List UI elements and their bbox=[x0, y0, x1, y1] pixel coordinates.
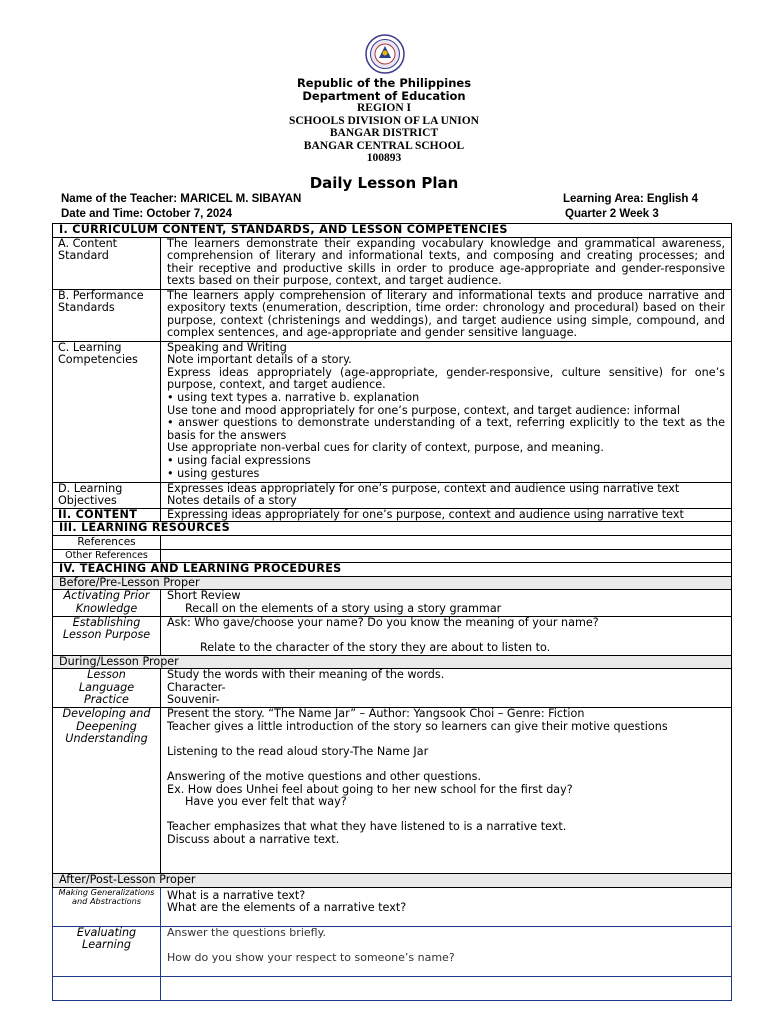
objective-line: Notes details of a story bbox=[167, 494, 297, 508]
section-procedures: IV. TEACHING AND LEARNING PROCEDURES bbox=[53, 563, 732, 577]
developing-line: Have you ever felt that way? bbox=[185, 795, 347, 809]
content-label: II. CONTENT bbox=[53, 508, 161, 522]
establishing-label: Establishing Lesson Purpose bbox=[53, 616, 161, 655]
generalizations-text bbox=[161, 887, 732, 926]
header-district: BANGAR DISTRICT bbox=[329, 127, 439, 139]
generalization-line: What is a narrative text? bbox=[167, 888, 306, 902]
competency-line: Express ideas appropriately (age-appropriate, gender-responsive, culture sensitive) for one’s purpose, context, and target audience. bbox=[167, 365, 725, 392]
lesson-plan-table bbox=[52, 223, 732, 1001]
activating-line: Short Review bbox=[167, 589, 241, 603]
competency-line: Use tone and mood appropriately for one’s purpose, context, and target audience: informal bbox=[167, 403, 680, 417]
references-label: References bbox=[53, 535, 161, 549]
evaluating-line: How do you show your respect to someone’s name? bbox=[167, 950, 455, 964]
competency-line: • using gestures bbox=[167, 466, 260, 480]
empty-label-cell bbox=[53, 976, 161, 1000]
language-line: Study the words with their meaning of the words. bbox=[167, 668, 445, 682]
evaluating-line: Answer the questions briefly. bbox=[167, 926, 327, 939]
establishing-text bbox=[161, 616, 732, 655]
competency-line: Speaking and Writing bbox=[167, 341, 287, 354]
during-lesson-row: During/Lesson Proper bbox=[53, 655, 732, 669]
header-school: BANGAR CENTRAL SCHOOL bbox=[303, 139, 465, 152]
header-department: Department of Education bbox=[302, 88, 466, 103]
establishing-line: Relate to the character of the story they are about to listen to. bbox=[200, 640, 551, 654]
generalizations-label: Making Generalizations and Abstractions bbox=[53, 887, 161, 926]
performance-standard-text: The learners apply comprehension of literary and informational texts and produce narrative and expository texts (enumeration, description, time order: chronology and procedural) based on their purpose, context (christenings and weddings), and target audience using simple, compound, and complex sentences, and age-appropriate and gender sensitive language. bbox=[161, 289, 732, 341]
developing-label: Developing and Deepening Understanding bbox=[53, 708, 161, 874]
teacher-name: Name of the Teacher: MARICEL M. SIBAYAN bbox=[61, 193, 302, 205]
other-references-value bbox=[161, 549, 732, 563]
after-lesson-row: After/Post-Lesson Proper bbox=[53, 874, 732, 888]
competencies-label: C. Learning Competencies bbox=[53, 341, 161, 482]
developing-line: Teacher gives a little introduction of the story so learners can give their motive questions bbox=[167, 719, 668, 733]
empty-content-cell bbox=[161, 976, 732, 1000]
evaluating-label: Evaluating Learning bbox=[53, 926, 161, 976]
language-line: Character- bbox=[167, 680, 226, 694]
activating-line: Recall on the elements of a story using a story grammar bbox=[185, 601, 502, 615]
competency-line: • using facial expressions bbox=[167, 453, 311, 467]
content-standard-text: The learners demonstrate their expanding vocabulary knowledge and grammatical awareness, comprehension of literary and informational texts, and composing and creating processes; and their receptive and productive skills in order to produce age-appropriate and gender-responsive texts based on their purpose, context, and target audience. bbox=[161, 237, 732, 289]
section-resources: III. LEARNING RESOURCES bbox=[53, 522, 732, 536]
performance-standard-label: B. Performance Standards bbox=[53, 289, 161, 341]
developing-line: Listening to the read aloud story-The Name Jar bbox=[167, 744, 429, 758]
developing-line: Present the story. “The Name Jar” – Author: Yangsook Choi – Genre: Fiction bbox=[167, 707, 585, 721]
activating-label: Activating Prior Knowledge bbox=[53, 590, 161, 616]
competency-line: Use appropriate non-verbal cues for clarity of context, purpose, and meaning. bbox=[167, 441, 604, 455]
header-country: Republic of the Philippines bbox=[296, 76, 472, 90]
page-title: Daily Lesson Plan bbox=[309, 174, 459, 192]
competencies-text bbox=[161, 341, 732, 482]
language-practice-label: Lesson Language Practice bbox=[53, 669, 161, 708]
header-region: REGION I bbox=[357, 102, 411, 114]
competency-line: • using text types a. narrative b. explanation bbox=[167, 390, 420, 404]
developing-line: Teacher emphasizes that what they have listened to is a narrative text. bbox=[167, 820, 567, 834]
language-practice-text bbox=[161, 669, 732, 708]
objectives-text bbox=[161, 482, 732, 508]
developing-line: Answering of the motive questions and other questions. bbox=[167, 770, 482, 784]
evaluating-text bbox=[161, 926, 732, 976]
section-curriculum: I. CURRICULUM CONTENT, STANDARDS, AND LESSON COMPETENCIES bbox=[53, 224, 732, 238]
developing-line: Discuss about a narrative text. bbox=[167, 833, 340, 847]
competency-line: Note important details of a story. bbox=[167, 353, 352, 367]
language-line: Souvenir- bbox=[167, 693, 220, 707]
generalization-line: What are the elements of a narrative text? bbox=[167, 901, 407, 915]
other-references-label: Other References bbox=[53, 549, 161, 563]
document-header bbox=[0, 77, 768, 165]
header-division: SCHOOLS DIVISION OF LA UNION bbox=[288, 114, 479, 127]
competency-line: • answer questions to demonstrate understanding of a text, referring explicitly to the text as the basis for the answers bbox=[167, 416, 725, 442]
date-time: Date and Time: October 7, 2024 bbox=[61, 208, 233, 220]
objective-line: Expresses ideas appropriately for one’s purpose, context and audience using narrative text bbox=[167, 482, 680, 495]
before-lesson-row: Before/Pre-Lesson Proper bbox=[53, 576, 732, 590]
activating-text bbox=[161, 590, 732, 616]
objectives-label: D. Learning Objectives bbox=[53, 482, 161, 508]
content-text: Expressing ideas appropriately for one’s purpose, context and audience using narrative text bbox=[161, 508, 732, 522]
header-school-id: 100893 bbox=[366, 152, 402, 164]
learning-area: Learning Area: English 4 bbox=[563, 193, 699, 205]
content-standard-label: A. Content Standard bbox=[53, 237, 161, 289]
establishing-line: Ask: Who gave/choose your name? Do you know the meaning of your name? bbox=[167, 616, 599, 629]
developing-text bbox=[161, 708, 732, 874]
references-value bbox=[161, 535, 732, 549]
developing-line: Ex. How does Unhei feel about going to her new school for the first day? bbox=[167, 782, 573, 796]
quarter-week: Quarter 2 Week 3 bbox=[565, 208, 659, 220]
deped-seal-icon bbox=[365, 34, 405, 74]
